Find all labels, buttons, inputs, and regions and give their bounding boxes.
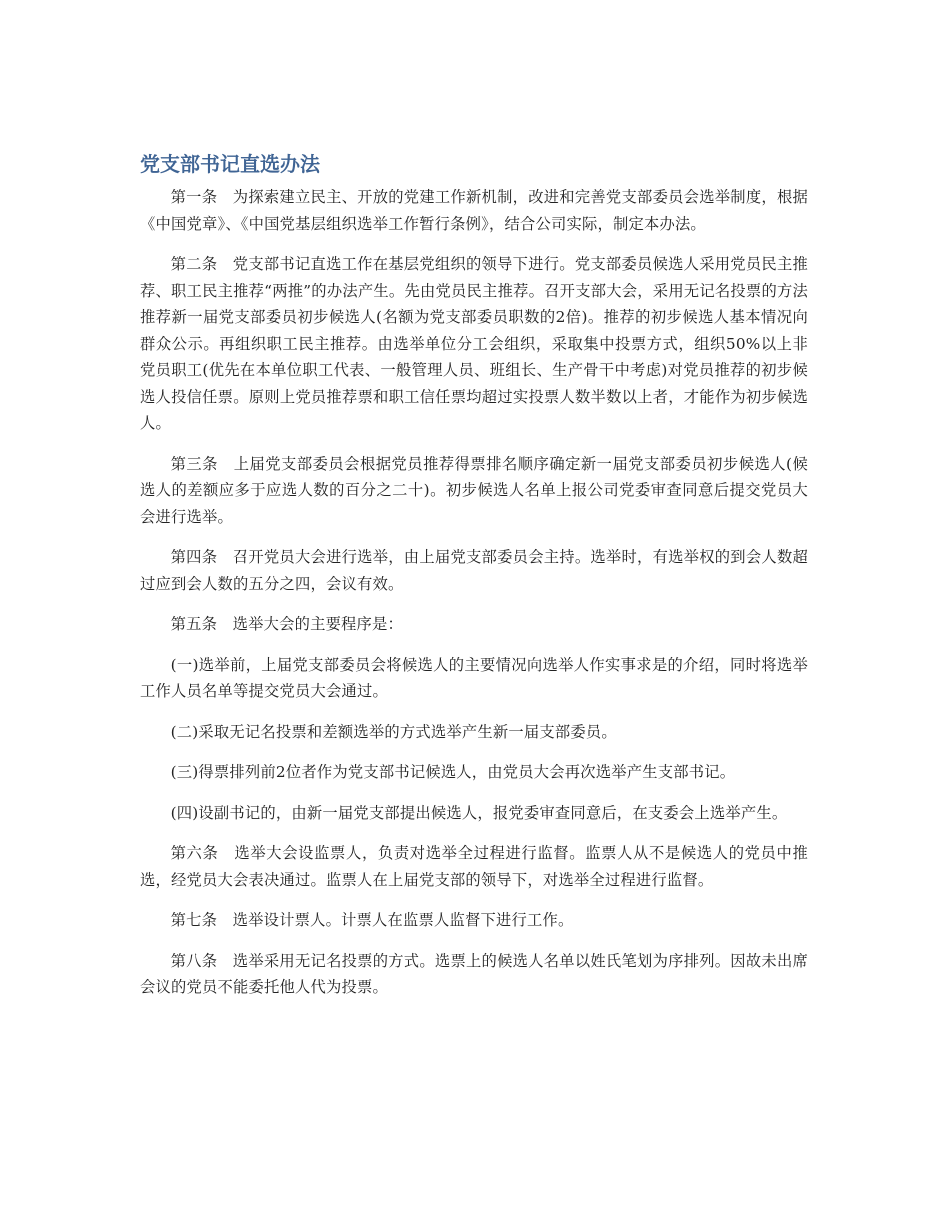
article-3: 第三条 上届党支部委员会根据党员推荐得票排名顺序确定新一届党支部委员初步候选人(候选人的差额应多于应选人数的百分之二十)。初步候选人名单上报公司党委审查同意后提交党员大会进行选举。 [140,454,808,526]
article-2: 第二条 党支部书记直选工作在基层党组织的领导下进行。党支部委员候选人采用党员民主推荐、职工民主推荐“两推”的办法产生。先由党员民主推荐。召开支部大会，采用无记名投票的方法推荐新一届党支部委员初步候选人(名额为党支部委员职数的2倍)。推荐的初步候选人基本情况向群众公示。再组织职工民主推荐。由选举单位分工会组织，采取集中投票方式，组织50%以上非党员职工(优先在本单位职工代表、一般管理人员、班组长、生产骨干中考虑)对党员推荐的初步候选人投信任票。原则上党员推荐票和职工信任票均超过实投票人数半数以上者，才能作为初步候选人。 [140,255,808,432]
document-body [140,148,808,1015]
article-7: 第七条 选举设计票人。计票人在监票人监督下进行工作。 [170,911,574,929]
article-6: 第六条 选举大会设监票人，负责对选举全过程进行监督。监票人从不是候选人的党员中推选，经党员大会表决通过。监票人在上届党支部的领导下，对选举全过程进行监督。 [140,844,808,889]
document-title: 党支部书记直选办法 [140,152,320,176]
article-4: 第四条 召开党员大会进行选举，由上届党支部委员会主持。选举时，有选举权的到会人数超过应到会人数的五分之四，会议有效。 [140,548,808,593]
article-5-item-2: (二)采取无记名投票和差额选举的方式选举产生新一届支部委员。 [170,722,617,741]
article-1: 第一条 为探索建立民主、开放的党建工作新机制，改进和完善党支部委员会选举制度，根据《中国党章》、《中国党基层组织选举工作暂行条例》，结合公司实际，制定本办法。 [140,188,808,233]
article-5: 第五条 选举大会的主要程序是： [170,615,404,633]
article-5-item-1: (一)选举前，上届党支部委员会将候选人的主要情况向选举人作实事求是的介绍，同时将选举工作人员名单等提交党员大会通过。 [140,655,808,700]
article-8: 第八条 选举采用无记名投票的方式。选票上的候选人名单以姓氏笔划为序排列。因故未出席会议的党员不能委托他人代为投票。 [140,951,808,996]
article-5-item-3: (三)得票排列前2位者作为党支部书记候选人，由党员大会再次选举产生支部书记。 [170,763,736,781]
article-5-item-4: (四)设副书记的，由新一届党支部提出候选人，报党委审查同意后，在支委会上选举产生。 [170,803,788,822]
